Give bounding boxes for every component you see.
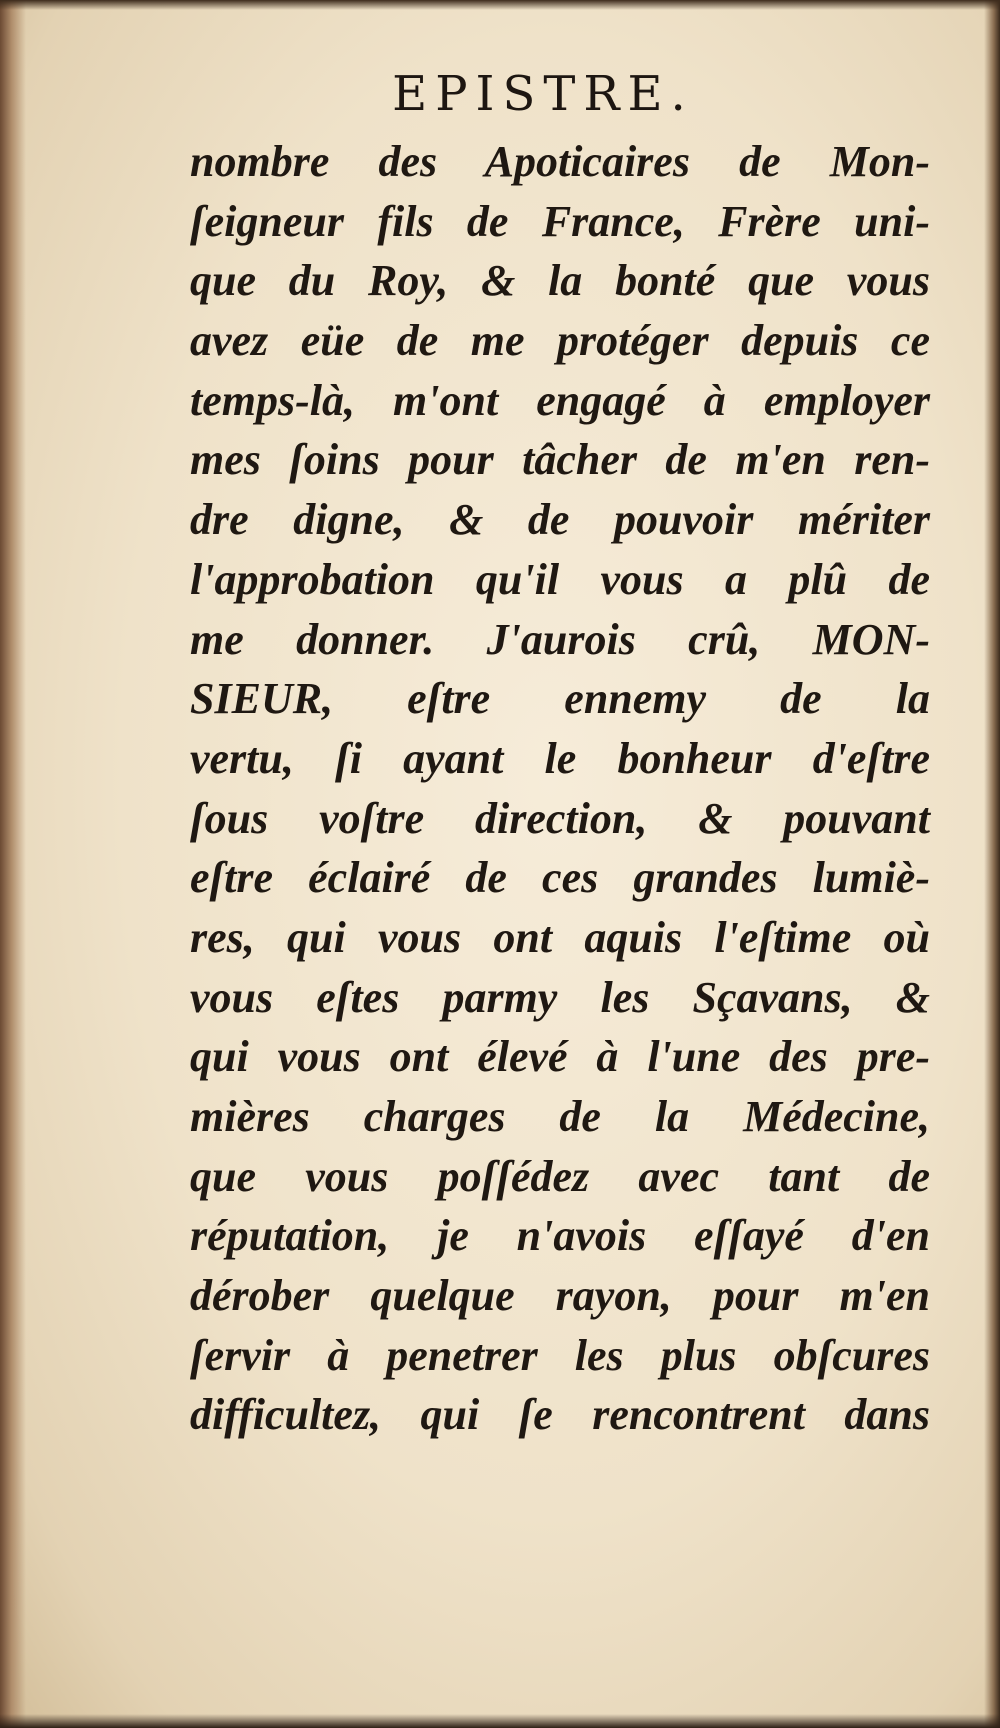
text-line-22: difficultez, qui ſe rencontrent dans xyxy=(190,1390,930,1440)
text-line-11: vertu, ſi ayant le bonheur d'eſtre xyxy=(190,733,930,783)
text-line-9: me donner. J'aurois crû, MON- xyxy=(190,614,930,664)
text-line-15: vous eſtes parmy les Sçavans, & xyxy=(190,972,930,1022)
page-right-edge xyxy=(984,0,1000,1728)
text-line-5: temps-là, m'ont engagé à employer xyxy=(190,375,930,425)
text-line-10: SIEUR, eſtre ennemy de la xyxy=(190,674,930,724)
text-line-8: l'approbation qu'il vous a plû de xyxy=(190,554,930,604)
text-line-2: ſeigneur fils de France, Frère uni- xyxy=(190,196,930,246)
body-text xyxy=(190,132,930,1445)
text-line-13: eſtre éclairé de ces grandes lumiè- xyxy=(190,853,930,903)
text-line-12: ſous voſtre direction, & pouvant xyxy=(190,793,930,843)
text-line-21: ſervir à penetrer les plus obſcures xyxy=(190,1330,930,1380)
text-line-19: réputation, je n'avois eſſayé d'en xyxy=(190,1211,930,1261)
text-line-1: nombre des Apoticaires de Mon- xyxy=(190,137,930,186)
page-gutter-shadow xyxy=(0,0,26,1728)
text-line-18: que vous poſſédez avec tant de xyxy=(190,1151,930,1201)
text-line-3: que du Roy, & la bonté que vous xyxy=(190,256,930,306)
page-bottom-edge xyxy=(0,1714,1000,1728)
text-line-6: mes ſoins pour tâcher de m'en ren- xyxy=(190,435,930,485)
text-line-4: avez eüe de me protéger depuis ce xyxy=(190,316,930,366)
running-head: EPISTRE. xyxy=(392,66,694,122)
text-line-20: dérober quelque rayon, pour m'en xyxy=(190,1271,930,1321)
text-line-17: mières charges de la Médecine, xyxy=(190,1092,930,1141)
page-top-edge xyxy=(0,0,1000,10)
text-line-16: qui vous ont élevé à l'une des pre- xyxy=(190,1032,930,1082)
text-line-14: res, qui vous ont aquis l'eſtime où xyxy=(190,912,930,962)
text-line-7: dre digne, & de pouvoir mériter xyxy=(190,495,930,545)
